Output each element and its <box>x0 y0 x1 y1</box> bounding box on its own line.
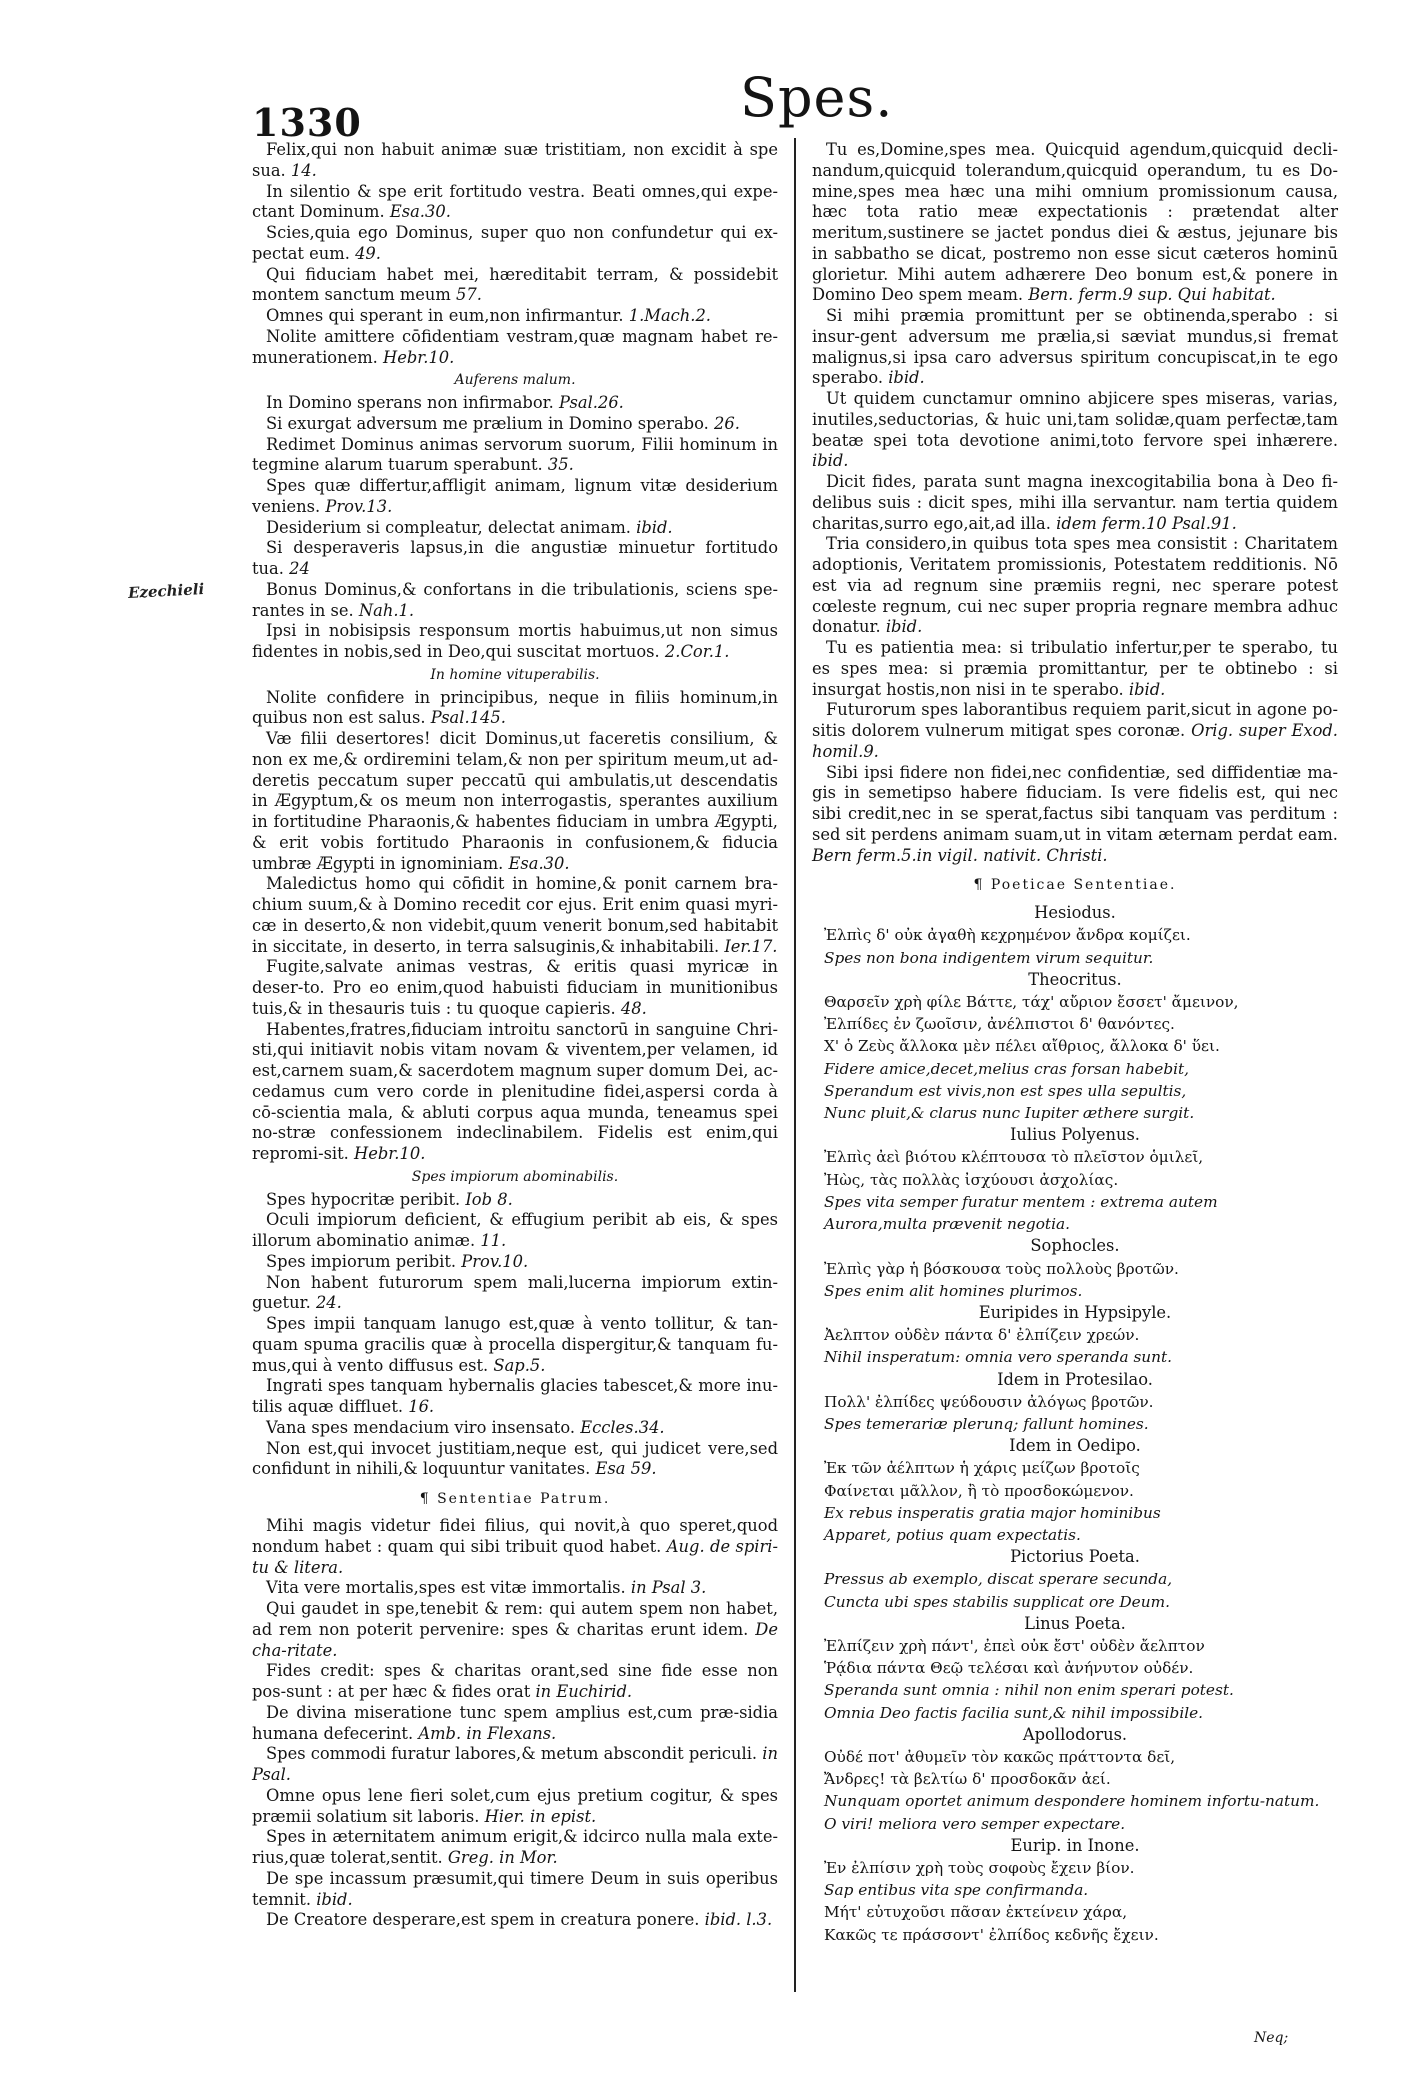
quotation-text: Fugite,salvate animas vestras, & eritis quasi myricæ in deser-to. Pro eo enim,quod habuisti fiduciam in munitionibus tuis,& in thesauris tuis : tu quoque capieris. <box>252 957 778 1018</box>
citation-reference: ibid. <box>636 517 673 537</box>
quotation-text: Desiderium si compleatur, delectat animam. <box>266 517 631 537</box>
subheading: In homine vituperabilis. <box>430 666 600 683</box>
poet-name: Sophocles. <box>1030 1236 1120 1256</box>
quotation-paragraph <box>812 700 1338 762</box>
greek-verse: Ἐκ τῶν ἀέλπτων ἡ χάρις μείζων βροτοῖς <box>824 1459 1140 1478</box>
quotation-text: Nolite amittere cōfidentiam vestram,quæ magnam habet re-munerationem. <box>252 326 778 367</box>
quotation-paragraph <box>252 1516 778 1578</box>
quotation-text: Spes impiorum peribit. <box>266 1251 457 1271</box>
greek-verse: Ἐλπίδες ἐν ζωοῖσιν, ἀνέλπιστοι δ' θανόντες. <box>824 1015 1175 1034</box>
citation-reference: 49. <box>355 243 381 263</box>
quotation-paragraph <box>252 538 778 580</box>
quotation-text: In silentio & spe erit fortitudo vestra. Beati omnes,qui expe-ctant Dominum. <box>252 181 778 222</box>
citation-reference: ibid. <box>888 368 925 388</box>
citation-reference: Hebr.10. <box>354 1144 426 1163</box>
greek-verse: Κακῶς τε πράσσοντ' ἐλπίδος κεδνῆς ἔχειν. <box>824 1925 1159 1944</box>
greek-verse: Μήτ' εὐτυχοῦσι πᾶσαν ἐκτείνειν χάρα, <box>824 1903 1128 1922</box>
quotation-text: In Domino sperans non infirmabor. <box>266 393 554 412</box>
citation-reference: 14. <box>290 160 317 180</box>
citation-reference: Eccles.34. <box>580 1417 665 1437</box>
citation-reference: 16. <box>408 1397 435 1416</box>
quotation-paragraph <box>812 638 1338 700</box>
quotation-paragraph <box>812 534 1338 638</box>
section-heading: ¶ Sententiae Patrum. <box>419 1491 611 1507</box>
poet-name: Idem in Oedipo. <box>1009 1436 1141 1456</box>
quotation-text: Spes hypocritæ peribit. <box>266 1189 461 1209</box>
quotation-paragraph <box>252 688 778 730</box>
poet-name: Idem in Protesilao. <box>997 1369 1153 1389</box>
quotation-text: Ingrati spes tanquam hybernalis glacies tabescet,& more inu-tilis aquæ diffluet. <box>252 1376 778 1416</box>
quotation-paragraph <box>252 1252 778 1273</box>
quotation-paragraph <box>252 518 778 539</box>
latin-verse: O viri! meliora vero semper expectare. <box>824 1814 1126 1833</box>
right-column <box>812 140 1338 1946</box>
section-heading: ¶ Poeticae Sententiae. <box>973 877 1177 894</box>
quotation-text: Omnes qui sperant in eum,non infirmantur. <box>266 306 624 325</box>
quotation-text: Qui fiduciam habet mei, hæreditabit terram, & possidebit montem sanctum meum <box>252 264 778 305</box>
quotation-paragraph <box>252 1599 778 1661</box>
quotation-text: De divina miseratione tunc spem amplius est,cum præ-sidia humana defecerint. <box>252 1702 778 1743</box>
subheading: Spes impiorum abominabilis. <box>411 1168 619 1185</box>
citation-reference: 2.Cor.1. <box>664 642 730 661</box>
greek-verse: Ἐλπὶς γὰρ ἡ βόσκουσα τοὺς πολλοὺς βροτῶν. <box>824 1259 1179 1278</box>
greek-verse: Χ' ὁ Ζεὺς ἄλλοκα μὲν πέλει αἴθριος, ἄλλοκα δ' ὕει. <box>824 1037 1220 1056</box>
citation-reference: ibid. l.3. <box>704 1910 773 1930</box>
citation-reference: Ier.17. <box>724 936 778 956</box>
greek-verse: Ἐλπὶς δ' οὐκ ἀγαθὴ κεχρημένον ἄνδρα κομίζει. <box>824 926 1191 945</box>
citation-reference: ibid. <box>1128 679 1166 699</box>
quotation-paragraph <box>252 580 778 622</box>
citation-reference: Amb. in Flexans. <box>418 1723 557 1743</box>
quotation-paragraph <box>252 414 778 435</box>
latin-verse: Ex rebus insperatis gratia major hominibus <box>824 1503 1161 1522</box>
greek-verse: Ἐλπὶς ἀεὶ βιότου κλέπτουσα τὸ πλεῖστον ὁμιλεῖ, <box>824 1148 1204 1167</box>
quotation-text: Maledictus homo qui cōfidit in homine,& ponit carnem bra-chium suum,& à Domino recedit cor ejus. Erit enim quasi myri-cæ in deserto,& non videbit,quum venerit bonum,sed habitabit in siccitate, in deserto, in terra salsuginis,& inhabitabili. <box>252 874 778 956</box>
quotation-paragraph <box>252 1439 778 1481</box>
latin-verse: Pressus ab exemplo, discat sperare secunda, <box>824 1570 1173 1589</box>
greek-verse: Ἐν ἐλπίσιν χρὴ τοὺς σοφοὺς ἔχειν βίον. <box>824 1858 1135 1877</box>
greek-verse: Ἠὼς, τὰς πολλὰς ἰσχύουσι ἀσχολίας. <box>824 1170 1119 1189</box>
citation-reference: idem ferm.10 Psal.91. <box>1056 513 1237 533</box>
latin-verse: Fidere amice,decet,melius cras forsan habebit, <box>824 1059 1190 1078</box>
citation-reference: 24. <box>315 1293 342 1313</box>
latin-verse: Spes temerariæ plerunq; fallunt homines. <box>824 1414 1149 1433</box>
quotation-paragraph <box>252 1020 778 1165</box>
citation-reference: Nah.1. <box>358 600 415 620</box>
quotation-text: Redimet Dominus animas servorum suorum, Filii hominum in tegmine alarum tuarum sperabunt. <box>252 434 778 475</box>
citation-reference: Greg. in Mor. <box>447 1848 558 1867</box>
citation-reference: De cha-ritate. <box>252 1619 778 1660</box>
quotation-paragraph <box>252 435 778 477</box>
greek-verse: Θαρσεῖν χρὴ φίλε Βάττε, τάχ' αὔριον ἔσσετ' ἄμεινον, <box>824 993 1239 1012</box>
quotation-text: De spe incassum præsumit,qui timere Deum in suis operibus temnit. <box>252 1868 778 1909</box>
quotation-paragraph <box>252 1827 778 1869</box>
quotation-paragraph <box>252 874 778 957</box>
quotation-text: Habentes,fratres,fiduciam introitu sanctorū in sanguine Chri-sti,qui initiavit nobis vitam novam & viventem,per velamen, id est,carnem suam,& sacerdotem magnum super domum Dei, ac-cedamus cum vero corde in plenitudine fidei,aspersi corda à cō-scientia mala, & abluti corpus aqua munda, teneamus spei no-stræ confessionem indeclinabilem. Fidelis est enim,qui repromi-sit. <box>252 1019 778 1163</box>
quotation-paragraph <box>252 1210 778 1252</box>
latin-verse: Apparet, potius quam expectatis. <box>824 1525 1081 1544</box>
poet-name: Iulius Polyenus. <box>1010 1125 1140 1145</box>
quotation-text: Bonus Dominus,& confortans in die tribulationis, sciens spe-rantes in se. <box>252 579 778 620</box>
quotation-text: Fides credit: spes & charitas orant,sed sine fide esse non pos-sunt : at per hæc & fides orat <box>252 1661 778 1701</box>
quotation-paragraph <box>252 1661 778 1703</box>
quotation-paragraph <box>812 306 1338 389</box>
quotation-paragraph <box>812 472 1338 534</box>
citation-reference: Iob 8. <box>465 1189 513 1209</box>
greek-verse: Φαίνεται μᾶλλον, ἢ τὸ προσδοκώμενον. <box>824 1481 1134 1500</box>
latin-verse: Speranda sunt omnia : nihil non enim sperari potest. <box>824 1681 1234 1700</box>
latin-verse: Nihil insperatum: omnia vero speranda sunt. <box>824 1348 1173 1367</box>
poet-name: Eurip. in Inone. <box>1010 1835 1140 1855</box>
quotation-text: Felix,qui non habuit animæ suæ tristitiam, non excidit à spe sua. <box>252 140 778 180</box>
latin-verse: Nunc pluit,& clarus nunc Iupiter æthere surgit. <box>824 1104 1195 1123</box>
quotation-text: Si desperaveris lapsus,in die angustiæ minuetur fortitudo tua. <box>252 538 778 578</box>
citation-reference: Orig. super Exod. homil.9. <box>812 721 1338 761</box>
poet-name: Linus Poeta. <box>1024 1613 1126 1633</box>
quotation-paragraph <box>812 389 1338 472</box>
quotation-paragraph <box>812 763 1338 867</box>
quotation-paragraph <box>252 182 778 224</box>
quotation-text: Futurorum spes laborantibus requiem parit,sicut in agone po-sitis dolorem vulnerum mitigat spes coronæ. <box>812 700 1338 740</box>
citation-reference: Hier. in epist. <box>484 1806 597 1826</box>
quotation-text: Væ filii desertores! dicit Dominus,ut faceretis consilium, & non ex me,& ordiremini telam,& non per spiritum meum,ut ad-deretis peccatum super peccatū qui ambulatis,ut descendatis in Ægyptum,& os meum non interrogastis, sperantes auxilium in fortitudine Pharaonis,& habentes fiduciam in umbra Ægypti, & erit vobis fortitudo Pharaonis in confusionem,& fiducia umbræ Ægypti in ignominiam. <box>252 729 778 873</box>
latin-verse: Spes non bona indigentem virum sequitur. <box>824 948 1154 967</box>
quotation-text: Ut quidem cunctamur omnino abjicere spes miseras, varias, inutiles,seductorias, & huic uni,tam solidæ,quam perfectæ,tam beatæ spei tota devotione animi,toto fervore spei inhærere. <box>812 389 1338 450</box>
citation-reference: Bern. ferm.9 sup. Qui habitat. <box>1028 285 1276 305</box>
quotation-paragraph <box>252 1273 778 1315</box>
citation-reference: Prov.13. <box>325 496 393 516</box>
quotation-paragraph <box>252 957 778 1019</box>
quotation-text: Omne opus lene fieri solet,cum ejus pretium cogitur, & spes præmii solatium sit laboris. <box>252 1785 778 1826</box>
citation-reference: 57. <box>456 285 482 305</box>
poet-name: Theocritus. <box>1028 969 1122 989</box>
quotation-paragraph <box>252 1314 778 1376</box>
quotation-text: Vana spes mendacium viro insensato. <box>266 1417 576 1437</box>
latin-verse: Spes vita semper furatur mentem : extrema autem <box>824 1192 1218 1211</box>
catchword: Neq; <box>1254 2030 1289 2046</box>
citation-reference: Psal.26. <box>559 393 624 412</box>
latin-verse: Sap entibus vita spe confirmanda. <box>824 1881 1089 1900</box>
running-title: Spes. <box>740 66 894 129</box>
citation-reference: Psal.145. <box>430 708 506 728</box>
quotation-text: Spes in æternitatem animum erigit,& idcirco nulla mala exte-rius,quæ tolerat,sentit. <box>252 1827 778 1867</box>
greek-verse: Ἄνδρες! τὰ βελτίω δ' προσδοκᾶν ἀεί. <box>824 1770 1111 1789</box>
quotation-paragraph <box>252 1910 778 1931</box>
latin-verse: Cuncta ubi spes stabilis supplicat ore Deum. <box>824 1592 1170 1611</box>
greek-verse: Οὐδέ ποτ' ἀθυμεῖν τὸν κακῶς πράττοντα δεῖ, <box>824 1747 1176 1766</box>
citation-reference: in Psal. <box>252 1744 778 1784</box>
quotation-text: Qui gaudet in spe,tenebit & rem: qui autem spem non habet, ad rem non poterit pervenire: spes & charitas erunt idem. <box>252 1599 778 1639</box>
quotation-paragraph <box>252 1703 778 1745</box>
quotation-text: Vita vere mortalis,spes est vitæ immortalis. <box>266 1578 626 1598</box>
quotation-text: Non est,qui invocet justitiam,neque est, qui judicet vere,sed confidunt in nihili,& loquuntur vanitates. <box>252 1438 778 1479</box>
column-divider <box>794 138 796 1992</box>
quotation-paragraph <box>252 1786 778 1828</box>
citation-reference: Esa.30. <box>508 853 570 873</box>
citation-reference: 26. <box>713 413 740 433</box>
quotation-text: Scies,quia ego Dominus, super quo non confundetur qui ex-pectat eum. <box>252 223 778 263</box>
latin-verse: Aurora,multa prævenit negotia. <box>824 1215 1070 1234</box>
citation-reference: 35. <box>547 455 574 475</box>
citation-reference: Prov.10. <box>461 1251 529 1271</box>
left-column <box>252 140 778 1931</box>
citation-reference: 11. <box>480 1231 507 1250</box>
citation-reference: ibid. <box>885 617 923 637</box>
citation-reference: Aug. de spiri-tu & litera. <box>252 1536 778 1577</box>
quotation-paragraph <box>252 327 778 369</box>
greek-verse: Ἐλπίζειν χρὴ πάντ', ἐπεὶ οὐκ ἔστ' οὐδὲν ἄελπτον <box>824 1636 1205 1655</box>
quotation-text: Spes impii tanquam lanugo est,quæ à vento tollitur, & tan-quam spuma gracilis quæ à procella dispergitur,& tanquam fu-mus,qui à vento diffusus est. <box>252 1314 778 1375</box>
quotation-paragraph <box>252 265 778 307</box>
latin-verse: Nunquam oportet animum despondere hominem infortu-natum. <box>824 1792 1320 1811</box>
quotation-text: Si mihi præmia promittunt per se obtinenda,sperabo : si insur-gent adversum me prælia,si sæviat mundus,si fremat malignus,si ipsa caro adversus spiritum concupiscat,in te ego sperabo. <box>812 306 1338 388</box>
quotation-text: Si exurgat adversum me prælium in Domino sperabo. <box>266 413 709 433</box>
quotation-paragraph <box>252 140 778 182</box>
poet-name: Apollodorus. <box>1022 1724 1128 1744</box>
quotation-paragraph <box>252 1190 778 1211</box>
citation-reference: in Psal 3. <box>630 1578 707 1598</box>
subheading: Auferens malum. <box>454 372 576 389</box>
citation-reference: Esa 59. <box>595 1459 657 1479</box>
citation-reference: Bern ferm.5.in vigil. nativit. Christi. <box>812 845 1108 865</box>
quotation-paragraph <box>252 1578 778 1599</box>
quotation-paragraph <box>252 1418 778 1439</box>
latin-verse: Spes enim alit homines plurimos. <box>824 1281 1083 1300</box>
quotation-text: De Creatore desperare,est spem in creatura ponere. <box>266 1910 700 1930</box>
quotation-text: Ipsi in nobisipsis responsum mortis habuimus,ut non simus fidentes in nobis,sed in Deo,qui suscitat mortuos. <box>252 621 778 661</box>
marginal-note: Ezechieli <box>127 580 205 602</box>
poet-name: Pictorius Poeta. <box>1010 1547 1140 1567</box>
quotation-text: Mihi magis videtur fidei filius, qui novit,à quo speret,quod nondum habet : quam qui sibi tribuit quod habet. <box>252 1516 778 1556</box>
greek-verse: Ῥᾴδια πάντα Θεῷ τελέσαι καὶ ἀνήνυτον οὐδέν. <box>824 1659 1194 1678</box>
page-number: 1330 <box>252 100 362 145</box>
quotation-paragraph <box>252 1744 778 1786</box>
citation-reference: Hebr.10. <box>383 347 455 367</box>
quotation-paragraph <box>252 306 778 327</box>
quotation-text: Spes commodi furatur labores,& metum abscondit periculi. <box>266 1744 758 1764</box>
citation-reference: Esa.30. <box>389 202 451 222</box>
quotation-text: Tu es patientia mea: si tribulatio infertur,per te sperabo, tu es spes mea: si præmia promittantur, per te obtinebo : si insurgat hostis,non nisi in te sperabo. <box>812 638 1338 699</box>
quotation-text: Sibi ipsi fidere non fidei,nec confidentiæ, sed diffidentiæ ma-gis in semetipso habere fiduciam. Is vere fidelis est, qui nec sibi credit,nec in se sperat,factus sibi tanquam vas perditum : sed sit perdens animam suam,ut in vitam æternam perdat eam. <box>812 762 1338 844</box>
quotation-paragraph <box>252 393 778 414</box>
citation-reference: ibid. <box>812 451 849 471</box>
quotation-text: Oculi impiorum deficient, & effugium peribit ab eis, & spes illorum abominatio animæ. <box>252 1210 778 1250</box>
citation-reference: 1.Mach.2. <box>628 306 711 325</box>
quotation-paragraph <box>812 140 1338 306</box>
quotation-text: Tria considero,in quibus tota spes mea consistit : Charitatem adoptionis, Veritatem promissionis, Potestatem redditionis. Nō est via ad regnum sine præmiis regni, nec sperare potest cœleste regnum, cui nec super propria regnare membra adhuc donatur. <box>812 534 1338 637</box>
quotation-text: Spes quæ differtur,affligit animam, lignum vitæ desiderium veniens. <box>252 476 778 516</box>
quotation-text: Non habent futurorum spem mali,lucerna impiorum extin-guetur. <box>252 1272 778 1313</box>
latin-verse: Omnia Deo factis facilia sunt,& nihil impossibile. <box>824 1703 1204 1722</box>
quotation-text: Tu es,Domine,spes mea. Quicquid agendum,quicquid decli-nandum,quicquid tolerandum,quicquid operandum, tu es Do-mine,spes mea hæc una mihi omnium promissionum causa, hæc tota ratio meæ expectationis : prætendat alter meritum,sustinere se jactet pondus diei & æstus, jejunare bis in sabbatho se dicat, postremo non esse sicut cæteros hominū glorietur. Mihi autem adhærere Deo bonum est,& ponere in Domino Deo spem meam. <box>812 140 1338 305</box>
quotation-text: Dicit fides, parata sunt magna inexcogitabilia bona à Deo fi-delibus suis : dicit spes, mihi illa servantur. nam tertia quidem charitas,surro ego,ait,ad illa. <box>812 472 1338 533</box>
citation-reference: Sap.5. <box>493 1355 546 1375</box>
greek-verse: Πολλ' ἐλπίδες ψεύδουσιν ἀλόγως βροτῶν. <box>824 1392 1154 1411</box>
quotation-paragraph <box>252 476 778 518</box>
citation-reference: 48. <box>620 998 647 1018</box>
quotation-paragraph <box>252 621 778 663</box>
greek-verse: Ἀελπτον οὐδὲν πάντα δ' ἐλπίζειν χρεών. <box>824 1326 1140 1345</box>
quotation-text: Nolite confidere in principibus, neque in filiis hominum,in quibus non est salus. <box>252 687 778 728</box>
quotation-paragraph <box>252 1869 778 1911</box>
quotation-paragraph <box>252 729 778 874</box>
citation-reference: in Euchirid. <box>535 1682 633 1701</box>
quotation-paragraph <box>252 223 778 265</box>
poet-name: Euripides in Hypsipyle. <box>978 1302 1172 1322</box>
citation-reference: ibid. <box>316 1889 353 1909</box>
poet-name: Hesiodus. <box>1034 903 1116 923</box>
citation-reference: 24 <box>289 559 310 578</box>
latin-verse: Sperandum est vivis,non est spes ulla sepultis, <box>824 1081 1187 1100</box>
quotation-paragraph <box>252 1376 778 1418</box>
